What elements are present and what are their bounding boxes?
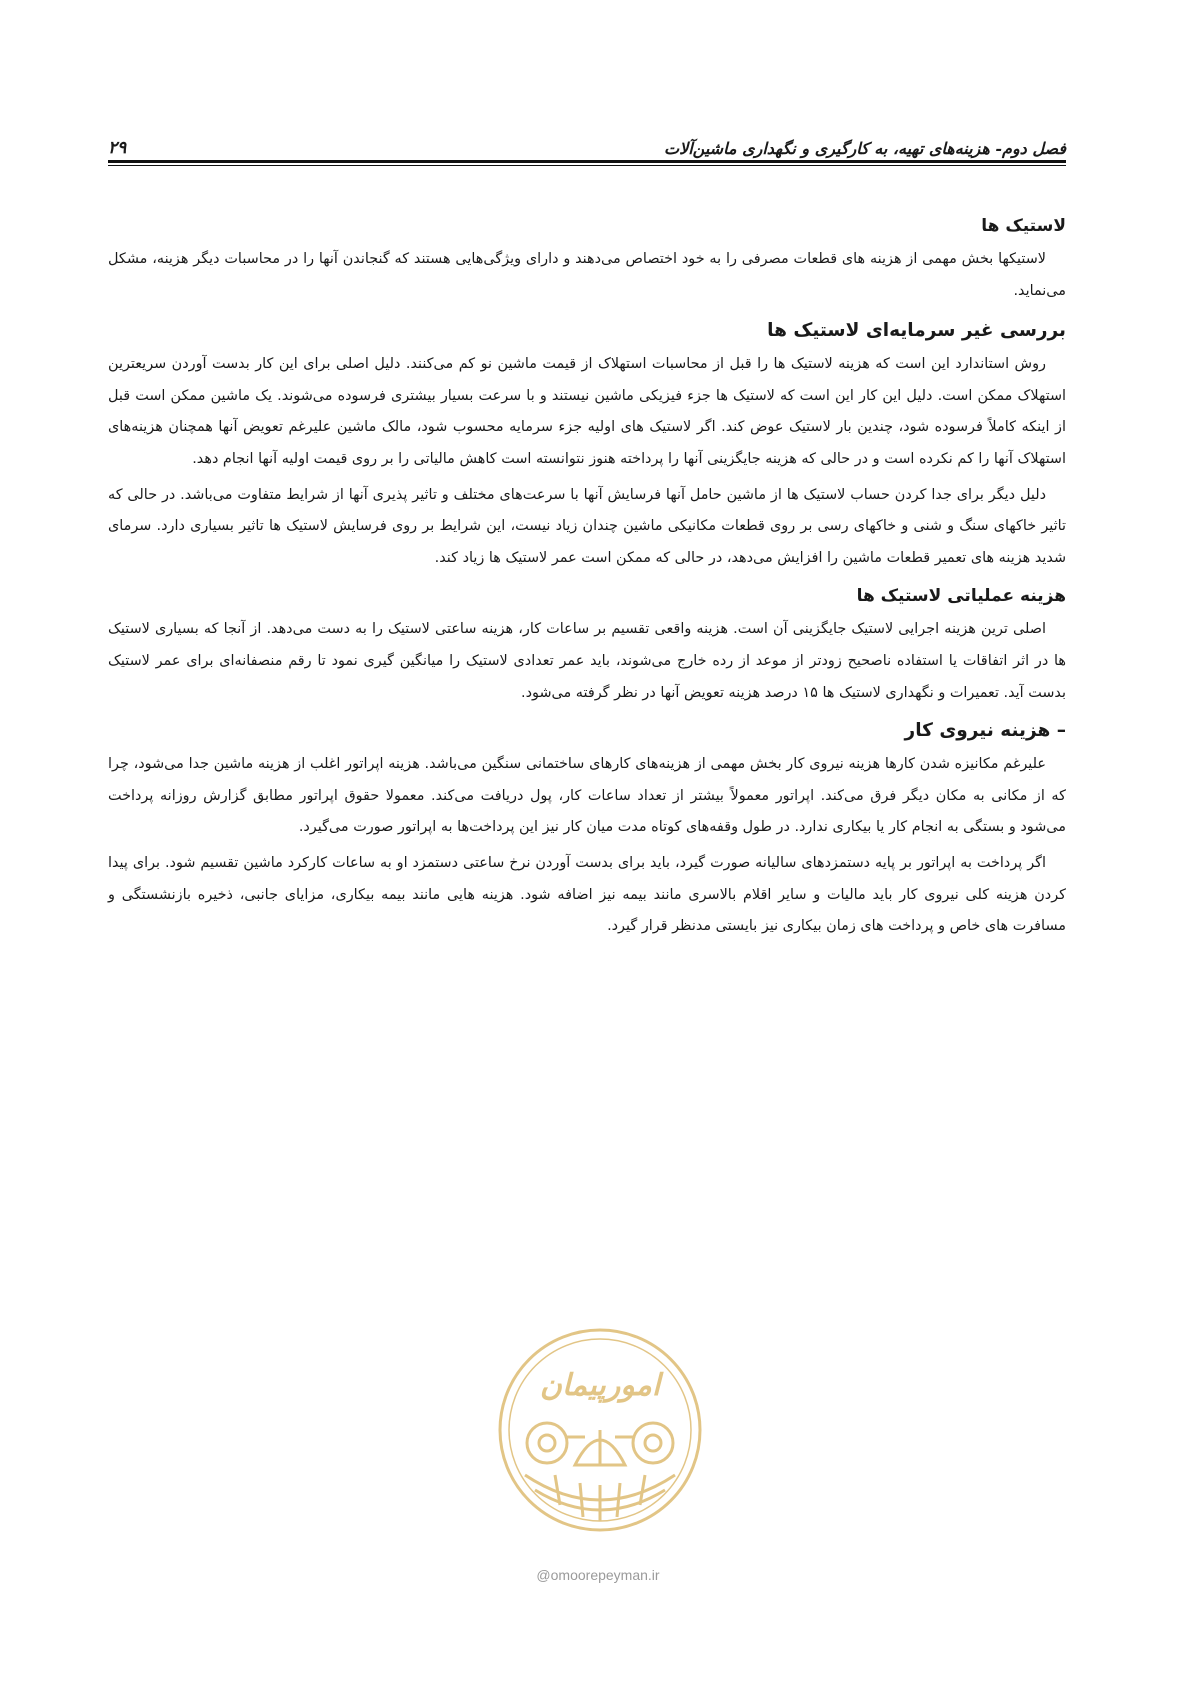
header-rule-thick — [108, 160, 1066, 163]
paragraph-replacement-cost: اصلی ترین هزینه اجرایی لاستیک جایگزینی آن است. هزینه واقعی تقسیم بر ساعات کار، هزینه ساعتی لاستیک را به دست می‌دهد. از آنجا که بسیاری لاستیک ها در اثر اتفاقات یا استفاده ناصحیح زودتر از موعد از رده خارج می‌شوند، باید عمر تعدادی لاستیک را میانگین گیری نمود تا رقم منصفانه‌ای برای عمر لاستیک بدست آید. تعمیرات و نگهداری لاستیک ها ۱۵ درصد هزینه تعویض آنها در نظر گرفته می‌شود. — [108, 621, 1066, 701]
heading-operating-cost: هزینه عملیاتی لاستیک ها — [856, 586, 1066, 607]
logo-text: امورپیمان — [539, 1368, 661, 1403]
header-rule-thin — [108, 165, 1066, 166]
watermark-logo — [495, 1325, 705, 1535]
gear-right-hub — [645, 1435, 661, 1451]
gear-left-icon — [527, 1423, 567, 1463]
paragraph-standard-method: روش استاندارد این است که هزینه لاستیک ها را قبل از محاسبات استهلاک از قیمت ماشین نو کم می‌کنند. دلیل اصلی برای این کار بدست آوردن سریعترین استهلاک ممکن است. دلیل این کار این است که لاستیک ها جزء فیزیکی ماشین نیستند و با سرعت بسیار بیشتری فرسوده می‌شوند. یک ماشین ممکن است قبل از اینکه کاملاً فرسوده شود، چندین بار لاستیک عوض کند. اگر لاستیک های اولیه جزء سرمایه محسوب شود، مالک ماشین علیرغم تعویض آنها همچنان هزینه‌های استهلاک آنها را کم نکرده است و در حالی که هزینه جایگزینی آنها را پرداخته هنوز نتوانسته است کاهش مالیاتی را بر روی قیمت اولیه آنها انجام دهد. — [108, 356, 1066, 467]
watermark-url: @omoorepeyman.ir — [536, 1567, 660, 1583]
paragraph-labor-intro: علیرغم مکانیزه شدن کارها هزینه نیروی کار بخش مهمی از هزینه‌های کارهای ساختمانی سنگین می‌باشد. هزینه اپراتور اغلب از هزینه ماشین جدا می‌شود، چرا که از مکانی به مکان دیگر فرق می‌کند. اپراتور معمولاً بیشتر از تعداد ساعات کار، پول دریافت می‌کند. معمولا حقوق اپراتور مطابق گزارش روزانه پرداخت می‌شود و بستگی به انجام کار یا بیکاری ندارد. در طول وقفه‌های کوتاه مدت میان کار نیز این پرداخت‌ها به اپراتور صورت می‌گیرد. — [108, 756, 1066, 836]
page-header — [108, 128, 1066, 158]
globe-line-4 — [617, 1483, 620, 1517]
page-body — [108, 200, 1066, 947]
paragraph-other-reason: دلیل دیگر برای جدا کردن حساب لاستیک ها از ماشین حامل آنها فرسایش آنها با سرعت‌های مختلف و تاثیر پذیری آنها از شرایط متفاوت می‌باشد. در حالی که تاثیر خاکهای سنگ و شنی و خاکهای رسی بر روی قطعات مکانیکی ماشین چندان زیاد نیست، این شرایط بر روی فرسایش لاستیک ها تاثیر بسیاری دارد. سرمای شدید هزینه های تعمیر قطعات ماشین را افزایش می‌دهد، در حالی که ممکن است عمر لاستیک ها زیاد کند. — [108, 486, 1066, 566]
gear-left-hub — [539, 1435, 555, 1451]
chapter-title: فصل دوم- هزینه‌های تهیه، به کارگیری و نگهداری ماشین‌آلات — [664, 139, 1066, 158]
globe-line-2 — [580, 1483, 583, 1517]
heading-labor-cost: – هزینه نیروی کار — [904, 720, 1066, 742]
page-number: ۲۹ — [108, 138, 127, 158]
paragraph-annual-wages: اگر پرداخت به اپراتور بر پایه دستمزدهای سالیانه صورت گیرد، باید برای بدست آوردن نرخ ساعتی دستمزد او به ساعات کارکرد ماشین تقسیم شود. برای پیدا کردن هزینه کلی نیروی کار باید مالیات و سایر اقلام بالاسری مانند بیمه نیز اضافه شود. هزینه هایی مانند بیمه بیکاری، مزایای جانبی، ذخیره بازنشستگی و مسافرت های خاص و پرداخت های زمان بیکاری نیز بایستی مدنظر قرار گیرد. — [108, 854, 1066, 935]
heading-tires: لاستیک ها — [981, 216, 1066, 236]
heading-non-capital-review: بررسی غیر سرمایه‌ای لاستیک ها — [767, 320, 1066, 342]
paragraph-tires-intro: لاستیکها بخش مهمی از هزینه های قطعات مصرفی را به خود اختصاص می‌دهند و دارای ویژگی‌هایی هستند که گنجاندن آنها را در محاسبات دیگر هزینه، مشکل می‌نماید. — [108, 251, 1066, 299]
gear-right-icon — [633, 1423, 673, 1463]
